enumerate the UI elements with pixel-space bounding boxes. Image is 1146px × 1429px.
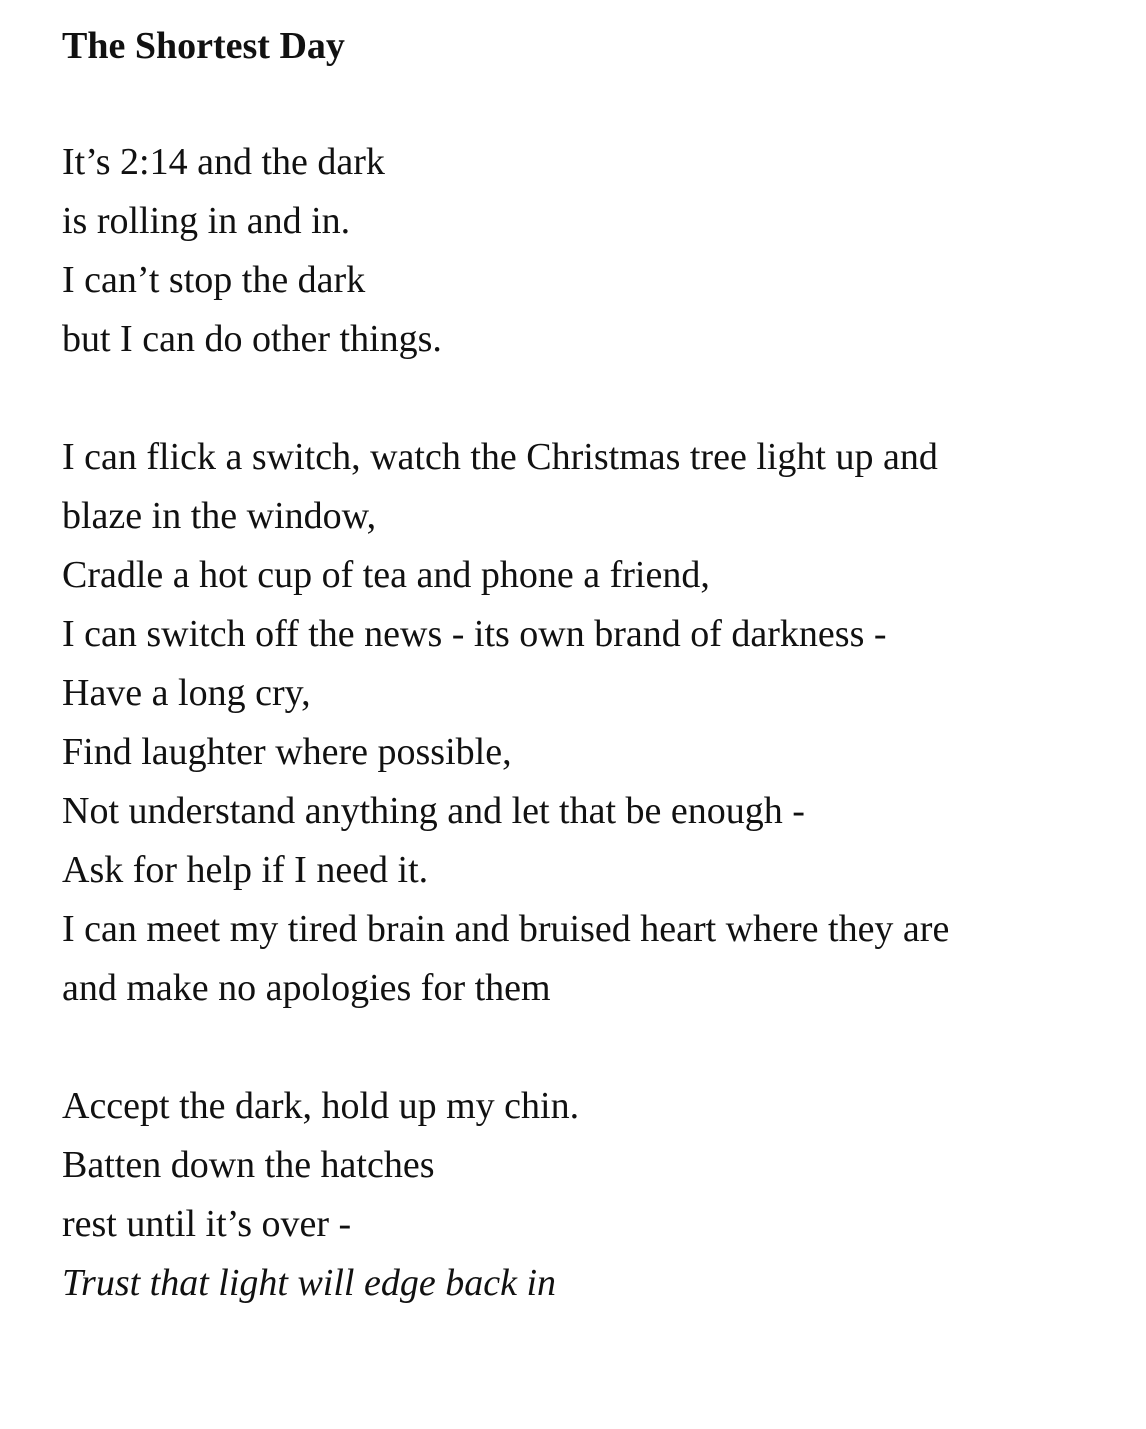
- poem-line: Accept the dark, hold up my chin.: [62, 1085, 580, 1127]
- poem-line: It’s 2:14 and the dark: [62, 141, 385, 183]
- poem-line: I can meet my tired brain and bruised heart where they are: [62, 908, 950, 950]
- poem-line: Not understand anything and let that be enough -: [62, 790, 805, 832]
- poem-line: Find laughter where possible,: [62, 731, 512, 773]
- stanza-2: [62, 428, 949, 1018]
- poem-line: Cradle a hot cup of tea and phone a friend,: [62, 554, 710, 596]
- poem-final-line: Trust that light will edge back in: [62, 1262, 556, 1304]
- poem-line: rest until it’s over -: [62, 1203, 352, 1245]
- poem-line: Batten down the hatches: [62, 1144, 435, 1186]
- poem-line: but I can do other things.: [62, 318, 442, 360]
- poem-line: and make no apologies for them: [62, 967, 551, 1009]
- poem-line: Ask for help if I need it.: [62, 849, 429, 891]
- poem-line: I can flick a switch, watch the Christmas tree light up and: [62, 436, 938, 478]
- poem-line: blaze in the window,: [62, 495, 377, 537]
- stanza-1: [62, 133, 442, 369]
- poem-line: is rolling in and in.: [62, 200, 351, 242]
- poem-line: I can switch off the news - its own brand of darkness -: [62, 613, 887, 655]
- poem-line: Have a long cry,: [62, 672, 311, 714]
- poem-line: I can’t stop the dark: [62, 259, 366, 301]
- poem-title: The Shortest Day: [62, 25, 345, 67]
- stanza-3: [62, 1077, 579, 1313]
